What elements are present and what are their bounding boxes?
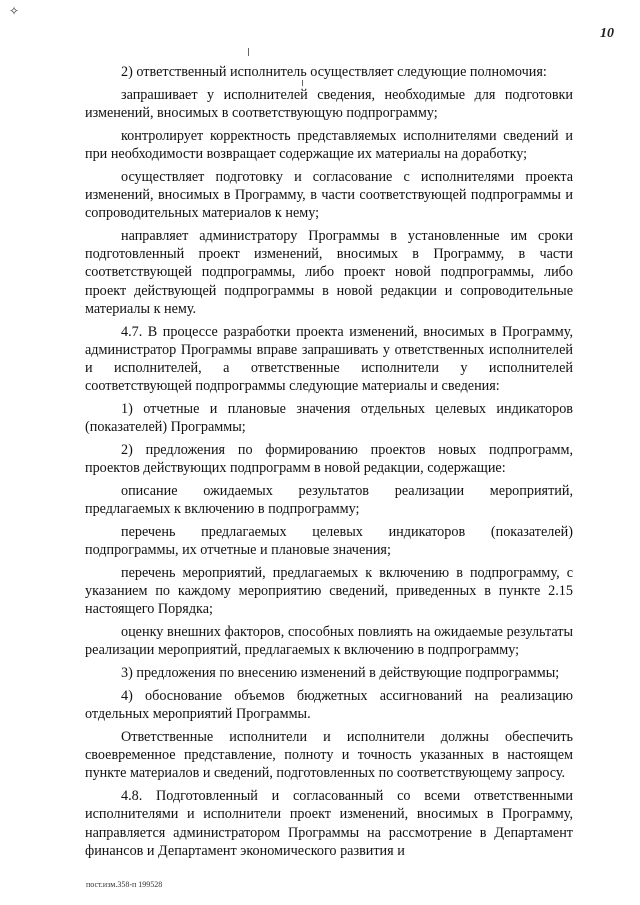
paragraph: осуществляет подготовку и согласование с исполнителями проекта изменений, вносимых в Программу, в части соответствующей подпрограммы и сопроводительных материалов к нему; — [85, 168, 573, 222]
paragraph: описание ожидаемых результатов реализации мероприятий, предлагаемых к включению в подпрограмму; — [85, 483, 573, 518]
document-body — [85, 63, 573, 865]
paragraph: Ответственные исполнители и исполнители должны обеспечить своевременное представление, полноту и точность указанных в настоящем пункте материалов и сведений, подготовленных по соответствующему запросу. — [85, 729, 573, 782]
paragraph: 2) ответственный исполнитель осуществляет следующие полномочия: — [121, 64, 547, 80]
paragraph: контролирует корректность представляемых исполнителями сведений и при необходимости возвращает содержащие их материалы на доработку; — [85, 127, 573, 162]
page-number: 10 — [600, 26, 614, 41]
paragraph: перечень мероприятий, предлагаемых к включению в подпрограмму, с указанием по каждому мероприятию сведений, приведенных в пункте 2.15 настоящего Порядка; — [85, 565, 573, 618]
paragraph: 1) отчетные и плановые значения отдельных целевых индикаторов (показателей) Программы; — [85, 401, 573, 436]
paragraph: направляет администратору Программы в установленные им сроки подготовленный проект изменений, вносимых в Программу, в части соответствующей подпрограммы, либо проект новой подпрограммы, либо проект действующей подпрограммы в новой редакции и сопроводительные материалы к нему. — [85, 228, 573, 317]
paragraph: 4.7. В процессе разработки проекта изменений, вносимых в Программу, администратор Программы вправе запрашивать у ответственных исполнителей и исполнителей, а ответственные исполнители у исполнителей соответствующей подпрограммы следующие материалы и сведения: — [85, 323, 573, 395]
paragraph: перечень предлагаемых целевых индикаторов (показателей) подпрограммы, их отчетные и плановые значения; — [85, 524, 573, 559]
scan-mark-top: ✧ — [9, 4, 20, 18]
paragraph: 3) предложения по внесению изменений в действующие подпрограммы; — [121, 665, 560, 682]
footer-reference: пост.изм.358-п 199528 — [86, 880, 163, 889]
scan-speck — [248, 48, 249, 56]
paragraph: 2) предложения по формированию проектов новых подпрограмм, проектов действующих подпрограмм в новой редакции, содержащие: — [85, 442, 573, 477]
paragraph: 4.8. Подготовленный и согласованный со всеми ответственными исполнителями и исполнители проект изменений, вносимых в Программу, направляется администратором Программы на рассмотрение в Департамент финансов и Департамент экономического развития и — [85, 788, 573, 859]
paragraph: запрашивает у исполнителей сведения, необходимые для подготовки изменений, вносимых в соответствующую подпрограмму; — [85, 86, 573, 121]
paragraph: 4) обоснование объемов бюджетных ассигнований на реализацию отдельных мероприятий Программы. — [85, 688, 573, 723]
paragraph: оценку внешних факторов, способных повлиять на ожидаемые результаты реализации мероприятий, предлагаемых к включению в подпрограмму; — [85, 624, 573, 659]
